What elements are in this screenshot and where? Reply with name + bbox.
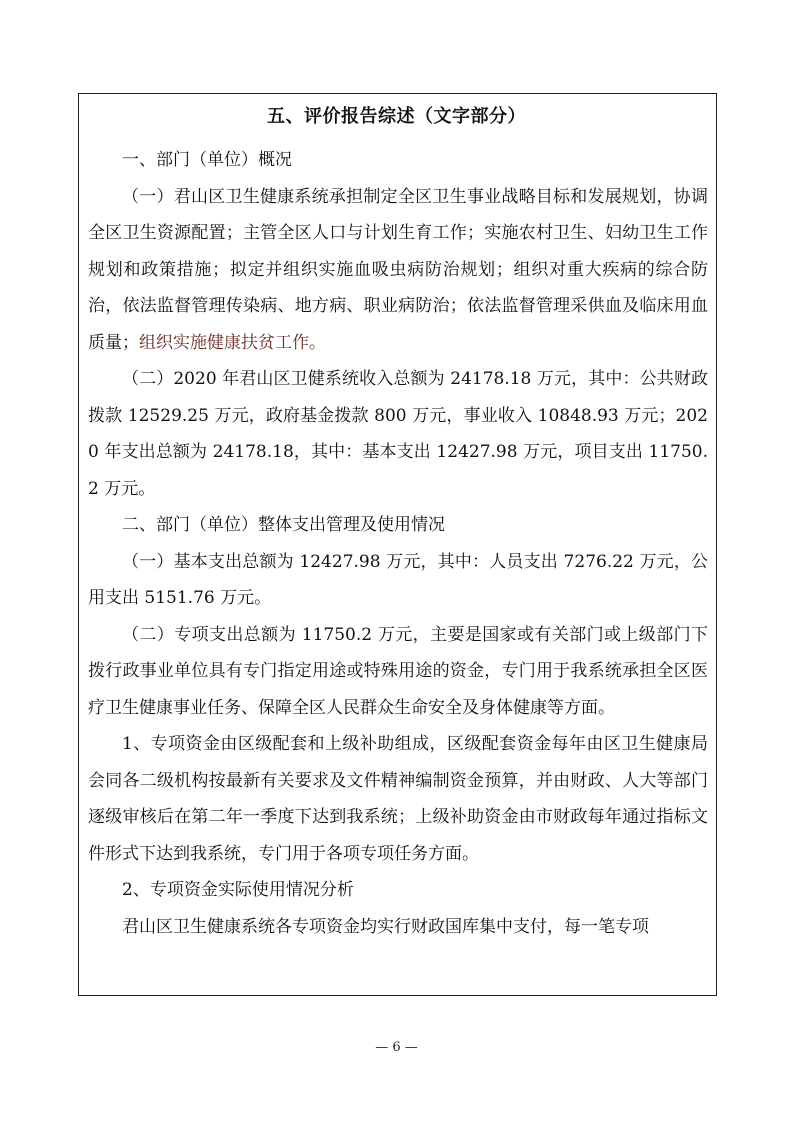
section-heading-expenditure: 二、部门（单位）整体支出管理及使用情况 [122, 515, 445, 535]
paragraph-basic-expenditure: （一）基本支出总额为 12427.98 万元，其中：人员支出 7276.22 万元，公用支出 5151.76 万元。 [88, 551, 708, 608]
report-body [88, 142, 708, 945]
paragraph-income-expenditure: （二）2020 年君山区卫健系统收入总额为 24178.18 万元，其中：公共财政拨款 12529.25 万元，政府基金拨款 800 万元，事业收入 10848.93 万元；2020 年支出总额为 24178.18，其中：基本支出 12427.98 万元，项目支出 11750.2 万元。 [88, 369, 708, 499]
page-title: 五、评价报告综述（文字部分） [267, 106, 526, 127]
paragraph-responsibilities [88, 179, 708, 362]
paragraph-special-expenditure: （二）专项支出总额为 11750.2 万元，主要是国家或有关部门或上级部门下拨行政事业单位具有专门指定用途或特殊用途的资金，专门用于我系统承担全区医疗卫生健康事业任务、保障全区人民群众生命安全及身体健康等方面。 [88, 624, 708, 718]
subheading-special-funds-usage: 2、专项资金实际使用情况分析 [122, 880, 354, 900]
page-number: — 6 — [375, 1040, 418, 1055]
paragraph-special-funds-payment: 君山区卫生健康系统各专项资金均实行财政国库集中支付，每一笔专项 [122, 916, 649, 937]
paragraph-special-funds-composition: 1、专项资金由区级配套和上级补助组成，区级配套资金每年由区卫生健康局会同各二级机构按最新有关要求及文件精神编制资金预算，并由财政、人大等部门逐级审核后在第二年一季度下达到我系统；上级补助资金由市财政每年通过指标文件形式下达到我系统，专门用于各项专项任务方面。 [88, 734, 708, 864]
highlighted-text: 组织实施健康扶贫工作。 [139, 332, 326, 353]
section-heading-overview: 一、部门（单位）概况 [122, 150, 292, 170]
paragraph-responsibilities-text: （一）君山区卫生健康系统承担制定全区卫生事业战略目标和发展规划，协调全区卫生资源配置；主管全区人口与计划生育工作；实施农村卫生、妇幼卫生工作规划和政策措施；拟定并组织实施血吸虫病防治规划；组织对重大疾病的综合防治，依法监督管理传染病、地方病、职业病防治；依法监督管理采供血及临床用血质量； [88, 186, 708, 353]
